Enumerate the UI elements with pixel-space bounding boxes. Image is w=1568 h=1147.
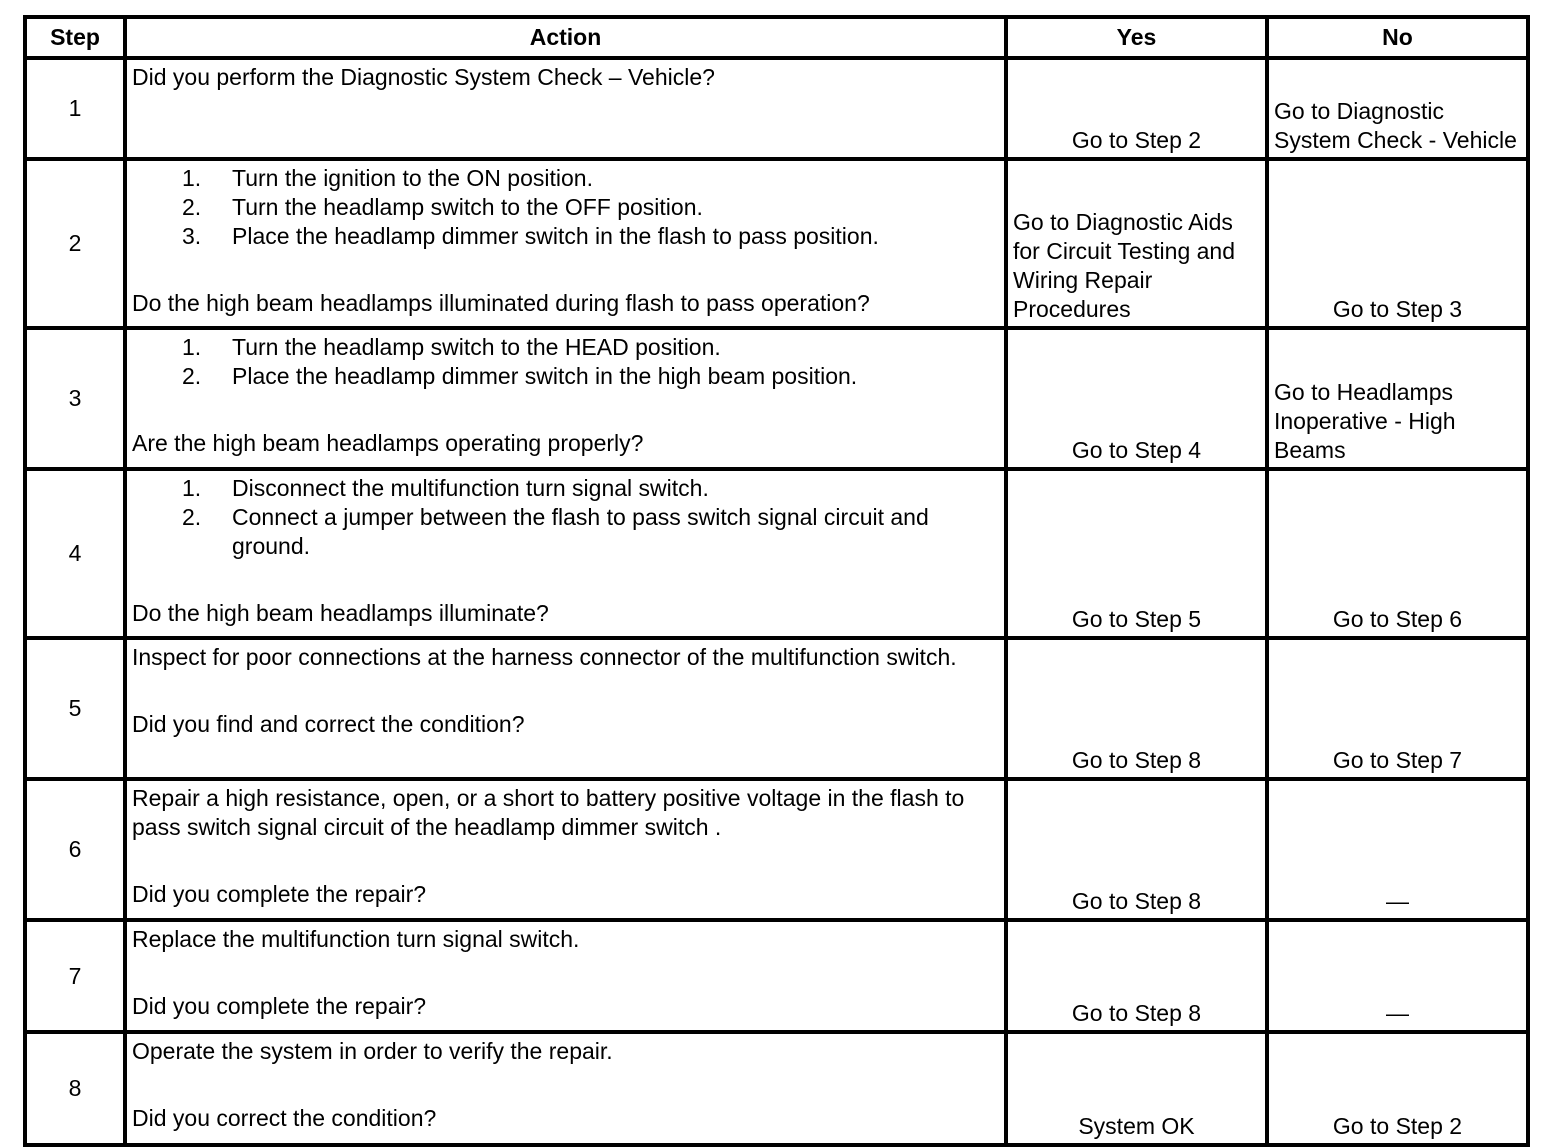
- step-number: 8: [25, 1032, 125, 1145]
- yes-cell: Go to Step 4: [1006, 328, 1267, 469]
- table-row: [25, 58, 1528, 159]
- action-cell: [125, 58, 1006, 159]
- step-number: 1: [25, 58, 125, 159]
- action-cell: [125, 469, 1006, 638]
- action-cell: [125, 779, 1006, 920]
- yes-cell: Go to Diagnostic Aids for Circuit Testing and Wiring Repair Procedures: [1006, 159, 1267, 328]
- action-cell: [125, 328, 1006, 469]
- substep-text: Connect a jumper between the flash to pass switch signal circuit and ground.: [232, 504, 929, 559]
- substep-text: Place the headlamp dimmer switch in the flash to pass position.: [232, 223, 879, 249]
- step-number: 4: [25, 469, 125, 638]
- no-cell: Go to Diagnostic System Check - Vehicle: [1267, 58, 1528, 159]
- action-question: Did you find and correct the condition?: [132, 711, 525, 737]
- substep-list: [132, 164, 999, 251]
- no-cell: Go to Step 7: [1267, 638, 1528, 779]
- table-row: [25, 328, 1528, 469]
- no-cell: Go to Step 6: [1267, 469, 1528, 638]
- spacer: [132, 1066, 999, 1104]
- table-row: [25, 638, 1528, 779]
- substep-text: Turn the ignition to the ON position.: [232, 165, 593, 191]
- step-number: 2: [25, 159, 125, 328]
- action-question: Did you correct the condition?: [132, 1105, 437, 1131]
- table-row: [25, 1032, 1528, 1145]
- header-action: Action: [125, 17, 1006, 58]
- action-question: Do the high beam headlamps illuminated during flash to pass operation?: [132, 290, 870, 316]
- action-cell: [125, 920, 1006, 1032]
- action-question: Did you complete the repair?: [132, 993, 427, 1019]
- substep-item: [132, 193, 999, 222]
- action-question: Are the high beam headlamps operating properly?: [132, 430, 644, 456]
- header-yes: Yes: [1006, 17, 1267, 58]
- no-cell: —: [1267, 779, 1528, 920]
- action-cell: [125, 159, 1006, 328]
- substep-number: 2.: [182, 363, 202, 389]
- action-question: Do the high beam headlamps illuminate?: [132, 600, 549, 626]
- no-cell: —: [1267, 920, 1528, 1032]
- substep-text: Place the headlamp dimmer switch in the high beam position.: [232, 363, 858, 389]
- yes-cell: System OK: [1006, 1032, 1267, 1145]
- substep-item: [132, 503, 999, 561]
- substep-number: 1.: [182, 334, 202, 360]
- yes-cell: Go to Step 8: [1006, 779, 1267, 920]
- substep-number: 1.: [182, 475, 202, 501]
- action-cell: [125, 638, 1006, 779]
- table-header-row: [25, 17, 1528, 58]
- header-no: No: [1267, 17, 1528, 58]
- step-number: 6: [25, 779, 125, 920]
- substep-item: [132, 164, 999, 193]
- diagnostic-table: [23, 15, 1530, 1147]
- table-row: [25, 920, 1528, 1032]
- step-number: 5: [25, 638, 125, 779]
- yes-cell: Go to Step 5: [1006, 469, 1267, 638]
- spacer: [132, 251, 999, 289]
- spacer: [132, 672, 999, 710]
- no-cell: Go to Step 3: [1267, 159, 1528, 328]
- step-number: 3: [25, 328, 125, 469]
- step-number: 7: [25, 920, 125, 1032]
- substep-list: [132, 474, 999, 561]
- diagnostic-table-container: [23, 15, 1530, 1147]
- substep-item: [132, 222, 999, 251]
- action-intro: Inspect for poor connections at the harness connector of the multifunction switch.: [132, 644, 957, 670]
- substep-item: [132, 333, 999, 362]
- spacer: [132, 561, 999, 599]
- header-step: Step: [25, 17, 125, 58]
- spacer: [132, 391, 999, 429]
- no-cell: Go to Step 2: [1267, 1032, 1528, 1145]
- action-intro: Operate the system in order to verify the repair.: [132, 1038, 613, 1064]
- yes-cell: Go to Step 8: [1006, 638, 1267, 779]
- spacer: [132, 842, 999, 880]
- action-intro: Did you perform the Diagnostic System Check – Vehicle?: [132, 64, 715, 90]
- no-cell: Go to Headlamps Inoperative - High Beams: [1267, 328, 1528, 469]
- yes-cell: Go to Step 8: [1006, 920, 1267, 1032]
- table-row: [25, 779, 1528, 920]
- substep-item: [132, 474, 999, 503]
- action-intro: Replace the multifunction turn signal switch.: [132, 926, 580, 952]
- substep-text: Disconnect the multifunction turn signal switch.: [232, 475, 709, 501]
- substep-number: 2.: [182, 194, 202, 220]
- table-row: [25, 469, 1528, 638]
- substep-text: Turn the headlamp switch to the OFF position.: [232, 194, 703, 220]
- substep-item: [132, 362, 999, 391]
- substep-number: 2.: [182, 504, 202, 530]
- action-question: Did you complete the repair?: [132, 881, 427, 907]
- yes-cell: Go to Step 2: [1006, 58, 1267, 159]
- action-intro: Repair a high resistance, open, or a short to battery positive voltage in the flash to pass switch signal circuit of the headlamp dimmer switch .: [132, 785, 965, 840]
- substep-number: 3.: [182, 223, 202, 249]
- substep-number: 1.: [182, 165, 202, 191]
- action-cell: [125, 1032, 1006, 1145]
- substep-list: [132, 333, 999, 391]
- substep-text: Turn the headlamp switch to the HEAD position.: [232, 334, 721, 360]
- spacer: [132, 954, 999, 992]
- table-row: [25, 159, 1528, 328]
